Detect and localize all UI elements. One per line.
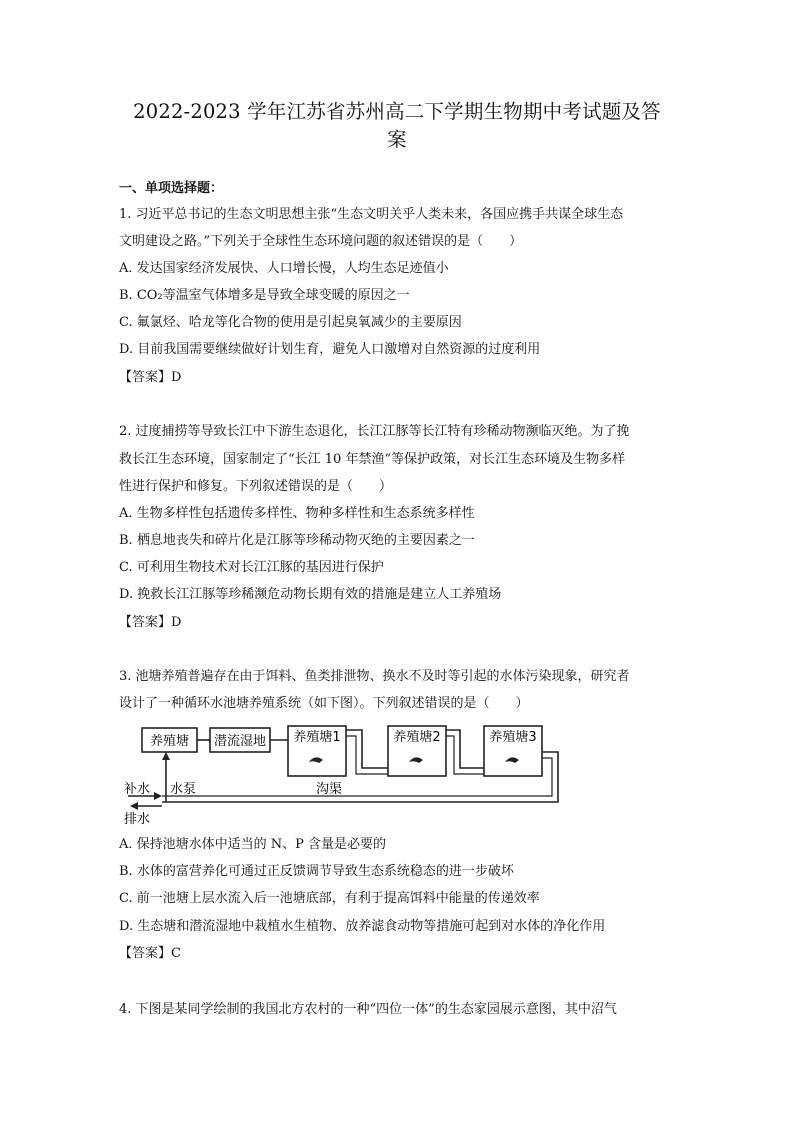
q3-stem-line-1: 3. 池塘养殖普遍存在由于饵料、鱼类排泄物、换水不及时等引起的水体污染现象，研究者 [119,669,630,684]
title-line-2: 案 [387,128,407,151]
q3-option-a: A. 保持池塘水体中适当的 N、P 含量是必要的 [119,837,387,852]
title-line-1: 2022-2023 学年江苏省苏州高二下学期生物期中考试题及答 [133,100,661,123]
q1-option-b: B. CO₂等温室气体增多是导致全球变暖的原因之一 [119,288,410,303]
arrow-right-icon [154,792,162,800]
ditch-label: 沟渠 [316,782,343,797]
q2-option-c: C. 可利用生物技术对长江江豚的基因进行保护 [119,560,384,575]
q2-option-d: D. 挽救长江江豚等珍稀濒危动物长期有效的措施是建立人工养殖场 [119,587,502,602]
q1-option-a: A. 发达国家经济发展快、人口增长慢，人均生态足迹值小 [119,261,449,276]
fish-icon [309,757,323,763]
q1-option-c: C. 氟氯烃、哈龙等化合物的使用是引起臭氧减少的主要原因 [119,315,462,330]
q3-answer: 【答案】C [119,946,181,961]
fish-icon [409,757,423,763]
q1-stem-line-2: 文明建设之路。”下列关于全球性生态环境问题的叙述错误的是（ ） [119,234,523,249]
q4-stem-line-1: 4. 下图是某同学绘制的我国北方农村的一种“四位一体”的生态家园展示意图，其中沼气 [119,1002,617,1017]
pump-label: 水泵 [170,782,197,797]
q1-answer: 【答案】D [119,370,182,385]
q2-option-b: B. 栖息地丧失和碎片化是江豚等珍稀动物灭绝的主要因素之一 [119,533,475,548]
wetland-label: 潜流湿地 [213,734,267,749]
pond2-label: 养殖塘2 [393,730,441,745]
arrow-left-icon [130,802,138,810]
page-title [96,98,698,154]
q2-stem-line-1: 2. 过度捕捞等导致长江中下游生态退化，长江江豚等长江特有珍稀动物濒临灭绝。为了挽 [119,424,630,439]
ditch-line [162,758,552,796]
q3-option-c: C. 前一池塘上层水流入后一池塘底部，有利于提高饵料中能量的传递效率 [119,891,540,906]
q1-stem-line-1: 1. 习近平总书记的生态文明思想主张“生态文明关乎人类未来，各国应携手共谋全球生态 [119,207,624,222]
pond1-label: 养殖塘1 [293,730,341,745]
q2-answer: 【答案】D [119,615,182,630]
arrow-up-icon [162,752,170,760]
outflow-label: 排水 [124,812,151,827]
pond-system-diagram [118,722,568,832]
inflow-label: 补水 [124,782,151,797]
q2-stem-line-3: 性进行保护和修复。下列叙述错误的是（ ） [119,479,393,494]
ditch-line [162,752,558,802]
section-heading: 一、单项选择题： [119,181,224,196]
pond-label: 养殖塘 [149,734,190,749]
q2-stem-line-2: 救长江生态环境，国家制定了“长江 10 年禁渔”等保护政策，对长江生态环境及生物多样 [119,452,626,467]
fish-icon [505,757,519,763]
q3-option-b: B. 水体的富营养化可通过正反馈调节导致生态系统稳态的进一步破坏 [119,864,514,879]
q3-stem-line-2: 设计了一种循环水池塘养殖系统（如下图）。下列叙述错误的是（ ） [119,696,529,711]
q1-option-d: D. 目前我国需要继续做好计划生育，避免人口激增对自然资源的过度利用 [119,342,541,357]
pond3-label: 养殖塘3 [489,730,537,745]
q3-option-d: D. 生态塘和潜流湿地中栽植水生植物、放养滤食动物等措施可起到对水体的净化作用 [119,919,606,934]
q2-option-a: A. 生物多样性包括遗传多样性、物种多样性和生态系统多样性 [119,506,475,521]
